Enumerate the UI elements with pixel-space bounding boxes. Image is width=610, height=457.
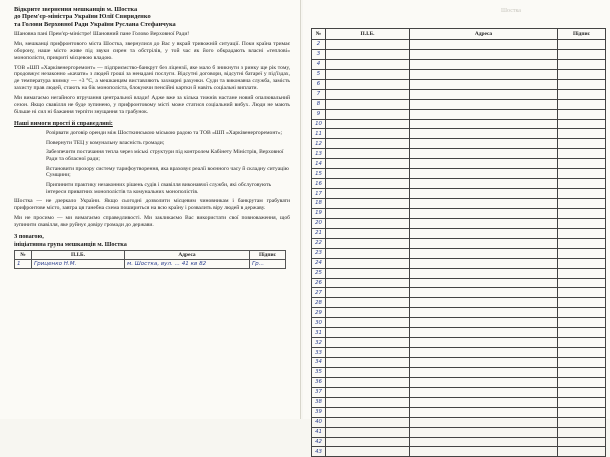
- row-number: 31: [312, 328, 326, 338]
- table-row: [312, 258, 606, 268]
- table-row: [312, 199, 606, 209]
- row-name: [326, 258, 410, 268]
- row-number: 38: [312, 397, 326, 407]
- row-number: 43: [312, 447, 326, 457]
- row-address: [410, 427, 558, 437]
- row-number: 7: [312, 89, 326, 99]
- sign-off: [14, 233, 290, 248]
- row-signature: [558, 228, 606, 238]
- row-address: м. Шостка, вул. ... 41 кв 82: [125, 259, 250, 268]
- table-row: [312, 318, 606, 328]
- row-signature: [558, 139, 606, 149]
- row-name: [326, 447, 410, 457]
- faint-heading: Шостка: [501, 8, 521, 14]
- table-row: [312, 40, 606, 50]
- row-address: [410, 437, 558, 447]
- row-number: 17: [312, 189, 326, 199]
- table-row: [312, 79, 606, 89]
- row-signature: [558, 387, 606, 397]
- table-row: [312, 358, 606, 368]
- demand-item: Встановити прозору систему тарифоутворення, яка враховує реалії воєнного часу й складну ситуацію Сумщини;: [46, 165, 289, 179]
- row-address: [410, 318, 558, 328]
- demand-item: Припинити практику незаконних рішень судів і свавілля виконавчої служби, які обслуговують інтереси приватних монополістів та комунальних монополістів.: [46, 182, 272, 195]
- row-signature: [558, 40, 606, 50]
- table-row: [312, 328, 606, 338]
- row-name: [326, 407, 410, 417]
- row-signature: [558, 109, 606, 119]
- row-signature: [558, 119, 606, 129]
- row-signature: [558, 348, 606, 358]
- row-number: 24: [312, 258, 326, 268]
- table-row: [312, 447, 606, 457]
- row-name: [326, 89, 410, 99]
- demands-title: Наші вимоги прості й справедливі:: [14, 119, 113, 127]
- row-address: [410, 109, 558, 119]
- row-address: [410, 348, 558, 358]
- row-name: [326, 218, 410, 228]
- table-row: [312, 89, 606, 99]
- row-address: [410, 179, 558, 189]
- row-address: [410, 367, 558, 377]
- row-number: 2: [312, 40, 326, 50]
- body-paragraph: Ми, мешканці прифронтового міста Шостка, звернулися до Вас у вкрай тривожній ситуації. Поки країна тримає оборону, наше місто живе під звуки сирен та обстрілів, у той час як його обкрадають власні «теплові» монополісти, прикриті місцевою владою.: [14, 40, 290, 61]
- row-signature: [558, 129, 606, 139]
- table-row: [312, 338, 606, 348]
- row-name: [326, 40, 410, 50]
- row-address: [410, 268, 558, 278]
- row-number: 28: [312, 298, 326, 308]
- row-address: [410, 228, 558, 238]
- row-signature: [558, 49, 606, 59]
- row-signature: [558, 238, 606, 248]
- table-row: [312, 348, 606, 358]
- row-name: [326, 99, 410, 109]
- col-header-signature: Підпис: [558, 29, 606, 40]
- greeting-paragraph: Шановна пані Прем'єр-міністре! Шановний пане Голово Верховної Ради!: [14, 30, 190, 37]
- signature-list-table: [311, 28, 606, 457]
- row-number: 19: [312, 208, 326, 218]
- row-address: [410, 199, 558, 209]
- col-header-signature: Підпис: [250, 250, 286, 259]
- row-name: [326, 119, 410, 129]
- row-signature: [558, 169, 606, 179]
- row-name: [326, 268, 410, 278]
- row-signature: [558, 278, 606, 288]
- row-number: 37: [312, 387, 326, 397]
- signature-list-body: [312, 40, 606, 457]
- row-address: [410, 407, 558, 417]
- row-signature: [558, 397, 606, 407]
- row-number: 3: [312, 49, 326, 59]
- table-row: [312, 248, 606, 258]
- row-signature: [558, 268, 606, 278]
- demand-item: Забезпечити постачання тепла через міські структури під контролем Кабінету Міністрів, Верховної Ради та обласної ради;: [46, 149, 284, 162]
- row-number: 5: [312, 69, 326, 79]
- row-address: [410, 377, 558, 387]
- row-signature: [558, 298, 606, 308]
- row-number: 1: [15, 259, 32, 268]
- row-number: 30: [312, 318, 326, 328]
- row-signature: [558, 258, 606, 268]
- row-signature: Гр...: [250, 259, 286, 268]
- row-number: 18: [312, 199, 326, 209]
- row-address: [410, 288, 558, 298]
- row-name: [326, 318, 410, 328]
- row-name: [326, 129, 410, 139]
- row-number: 12: [312, 139, 326, 149]
- row-address: [410, 169, 558, 179]
- row-number: 34: [312, 358, 326, 368]
- row-number: 15: [312, 169, 326, 179]
- row-address: [410, 258, 558, 268]
- row-name: [326, 169, 410, 179]
- row-address: [410, 49, 558, 59]
- row-address: [410, 238, 558, 248]
- row-address: [410, 447, 558, 457]
- row-address: [410, 79, 558, 89]
- row-signature: [558, 189, 606, 199]
- table-row: [312, 268, 606, 278]
- row-address: [410, 129, 558, 139]
- row-signature: [558, 149, 606, 159]
- row-name: [326, 199, 410, 209]
- row-name: [326, 348, 410, 358]
- row-address: [410, 298, 558, 308]
- row-name: [326, 238, 410, 248]
- row-address: [410, 328, 558, 338]
- row-name: [326, 278, 410, 288]
- row-signature: [558, 427, 606, 437]
- row-number: 16: [312, 179, 326, 189]
- col-header-name: П.І.Б.: [326, 29, 410, 40]
- table-row: [312, 278, 606, 288]
- row-name: [326, 338, 410, 348]
- row-number: 32: [312, 338, 326, 348]
- row-name: [326, 308, 410, 318]
- row-name: [326, 328, 410, 338]
- row-name: [326, 59, 410, 69]
- row-name: [326, 189, 410, 199]
- col-header-address: Адреса: [125, 250, 250, 259]
- col-header-address: Адреса: [410, 29, 558, 40]
- row-number: 40: [312, 417, 326, 427]
- table-row: [312, 99, 606, 109]
- row-name: [326, 427, 410, 437]
- table-row: [312, 377, 606, 387]
- table-row: [312, 387, 606, 397]
- table-row: [312, 49, 606, 59]
- row-address: [410, 69, 558, 79]
- table-row: [312, 139, 606, 149]
- row-signature: [558, 358, 606, 368]
- table-row: [312, 149, 606, 159]
- table-row: [312, 397, 606, 407]
- row-number: 29: [312, 308, 326, 318]
- heading-line: Відкрите звернення мешканців м. Шостка: [14, 6, 138, 13]
- row-name: [326, 228, 410, 238]
- table-row: [312, 119, 606, 129]
- row-name: [326, 208, 410, 218]
- row-signature: [558, 179, 606, 189]
- signature-table: [14, 250, 286, 269]
- table-row: [312, 59, 606, 69]
- row-name: [326, 69, 410, 79]
- table-row: [312, 189, 606, 199]
- row-number: 42: [312, 437, 326, 447]
- row-number: 27: [312, 288, 326, 298]
- row-address: [410, 189, 558, 199]
- table-row: [312, 437, 606, 447]
- row-number: 26: [312, 278, 326, 288]
- row-number: 39: [312, 407, 326, 417]
- col-header-number: №: [312, 29, 326, 40]
- table-row: [312, 308, 606, 318]
- row-name: [326, 149, 410, 159]
- row-name: [326, 79, 410, 89]
- row-signature: [558, 99, 606, 109]
- row-signature: [558, 199, 606, 209]
- row-signature: [558, 437, 606, 447]
- table-row: [312, 69, 606, 79]
- demand-item: Розірвати договір оренди між Шосткинською міською радою та ТОВ «ШП «Харківенергоремонт»;: [46, 129, 283, 136]
- heading-line: до Прем'єр-міністра України Юлії Свириденко: [14, 13, 151, 21]
- row-number: 35: [312, 367, 326, 377]
- table-row: [312, 288, 606, 298]
- demand-item: Повернути ТЕЦ у комунальну власність громади;: [46, 139, 165, 146]
- row-number: 11: [312, 129, 326, 139]
- row-number: 33: [312, 348, 326, 358]
- row-address: [410, 248, 558, 258]
- row-signature: [558, 69, 606, 79]
- row-number: 8: [312, 99, 326, 109]
- row-name: [326, 437, 410, 447]
- row-address: [410, 89, 558, 99]
- row-signature: [558, 218, 606, 228]
- row-name: [326, 139, 410, 149]
- row-address: [410, 218, 558, 228]
- body-paragraph: Ми вимагаємо негайного втручання центральної влади! Адже вже за кілька тижнів настане новий опалювальний сезон. Якщо свавілля не буде зупинено, у прифронтовому місті може статися соціальний вибух. Люди не мають більше ні сил ні бажання терпіти знущання та грабунок.: [14, 95, 290, 115]
- row-number: 23: [312, 248, 326, 258]
- table-row: [312, 109, 606, 119]
- row-address: [410, 40, 558, 50]
- row-signature: [558, 89, 606, 99]
- table-row: [312, 179, 606, 189]
- table-row: [312, 367, 606, 377]
- row-address: [410, 149, 558, 159]
- table-row: [312, 218, 606, 228]
- row-signature: [558, 248, 606, 258]
- row-number: 6: [312, 79, 326, 89]
- letter-heading: [14, 6, 290, 28]
- row-address: [410, 59, 558, 69]
- row-name: Гриценко Н.М.: [32, 259, 125, 268]
- table-row: [312, 208, 606, 218]
- signature-list-page: [303, 0, 610, 455]
- row-address: [410, 119, 558, 129]
- row-number: 41: [312, 427, 326, 437]
- row-name: [326, 397, 410, 407]
- row-name: [326, 358, 410, 368]
- col-header-name: П.І.Б.: [32, 250, 125, 259]
- closing-paragraph: Шостка — не дзеркало України. Якщо сьогодні дозволити місцевим чиновникам і банкрутам грабувати прифронтове місто, завтра ця ганебна схема пошириться на всю країну і розвалить віру людей в державу.: [14, 198, 290, 212]
- row-signature: [558, 377, 606, 387]
- row-signature: [558, 288, 606, 298]
- table-row: [312, 129, 606, 139]
- row-number: 25: [312, 268, 326, 278]
- row-signature: [558, 208, 606, 218]
- row-name: [326, 248, 410, 258]
- row-signature: [558, 367, 606, 377]
- row-address: [410, 338, 558, 348]
- row-address: [410, 278, 558, 288]
- row-number: 36: [312, 377, 326, 387]
- heading-line: та Голови Верховної Ради України Руслана Стефанчука: [14, 20, 176, 28]
- table-row: [312, 169, 606, 179]
- row-address: [410, 358, 558, 368]
- sign-off-line: ініціативна група мешканців м. Шостка: [14, 240, 127, 248]
- row-address: [410, 308, 558, 318]
- row-number: 22: [312, 238, 326, 248]
- row-name: [326, 49, 410, 59]
- row-number: 14: [312, 159, 326, 169]
- sign-off-line: З повагою,: [14, 233, 44, 241]
- row-address: [410, 208, 558, 218]
- row-address: [410, 139, 558, 149]
- row-number: 20: [312, 218, 326, 228]
- row-signature: [558, 338, 606, 348]
- table-row: [312, 159, 606, 169]
- body-paragraph: ТОВ «ШП «Харківенергоремонт» — підприємство-банкрут без ліцензії, яке мало б зникнути з ринку ще рік тому, продовжує незаконно «качати» з людей гроші за ненадані послуги. Відсутні договори, відсутні батареї у під'їздах, де температура взимку — +3 °С, а мешканцям виставляють захмарні рахунки. Суди та виконавча служба, замість захисту прав людей, стають на бік монополіста, блокуючи пенсійні картки й навіть соціальні виплати.: [14, 64, 290, 92]
- table-row: [15, 259, 286, 268]
- row-name: [326, 109, 410, 119]
- row-signature: [558, 79, 606, 89]
- col-header-number: №: [15, 250, 32, 259]
- table-row: [312, 228, 606, 238]
- row-number: 10: [312, 119, 326, 129]
- table-row: [312, 238, 606, 248]
- row-number: 21: [312, 228, 326, 238]
- row-address: [410, 397, 558, 407]
- row-signature: [558, 59, 606, 69]
- row-signature: [558, 308, 606, 318]
- row-signature: [558, 447, 606, 457]
- table-row: [312, 407, 606, 417]
- row-name: [326, 377, 410, 387]
- closing-paragraph: Ми не просимо — ми вимагаємо справедливості. Ми закликаємо Вас використати свої повноваження, щоб зупинити свавілля, яке руйнує довіру громади до держави.: [14, 215, 290, 229]
- row-name: [326, 159, 410, 169]
- row-address: [410, 387, 558, 397]
- row-name: [326, 387, 410, 397]
- row-address: [410, 99, 558, 109]
- table-row: [312, 298, 606, 308]
- row-name: [326, 367, 410, 377]
- row-signature: [558, 318, 606, 328]
- row-name: [326, 288, 410, 298]
- row-signature: [558, 328, 606, 338]
- row-number: 4: [312, 59, 326, 69]
- row-address: [410, 159, 558, 169]
- row-number: 9: [312, 109, 326, 119]
- row-signature: [558, 407, 606, 417]
- letter-page: [0, 0, 301, 419]
- row-name: [326, 298, 410, 308]
- row-number: 13: [312, 149, 326, 159]
- row-name: [326, 179, 410, 189]
- table-row: [312, 427, 606, 437]
- row-signature: [558, 159, 606, 169]
